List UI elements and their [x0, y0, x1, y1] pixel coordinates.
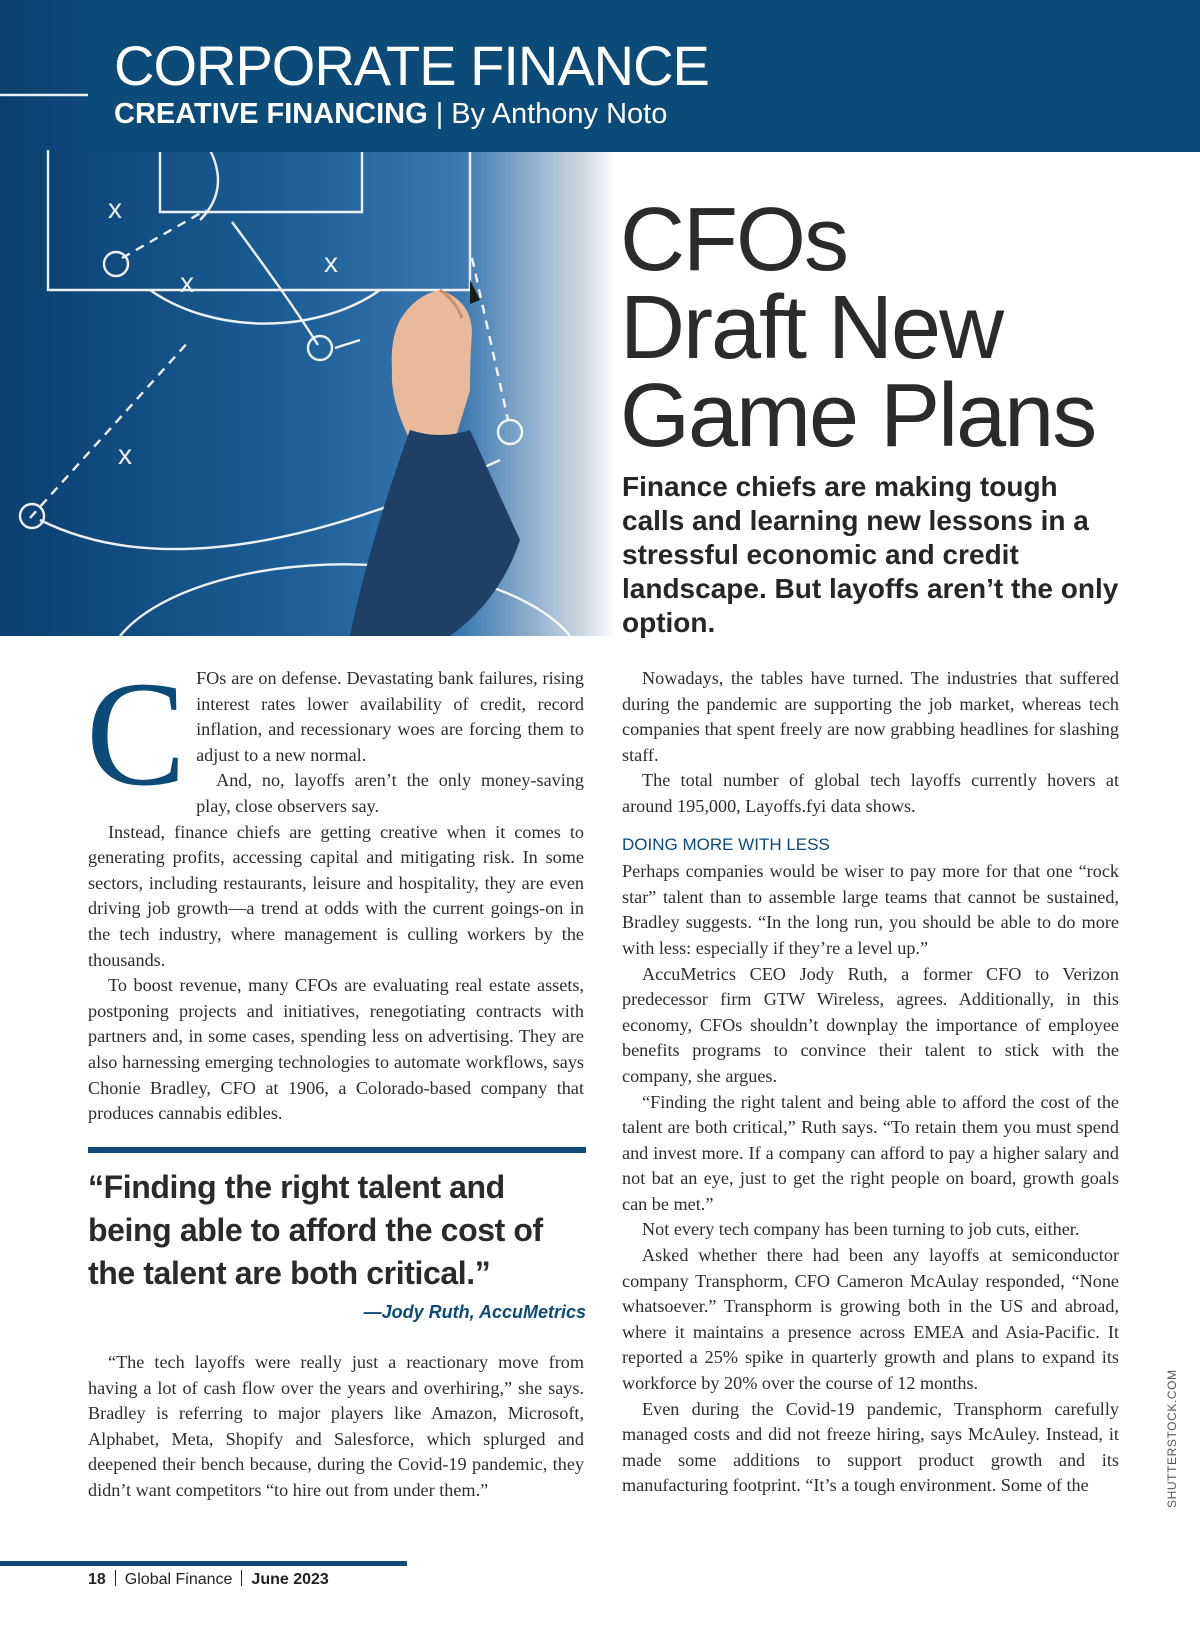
paragraph: FOs are on defense. Devastating bank failures, rising interest rates lower availability of credit, record inflation, and recessionary woes are forcing them to adjust to a new normal. — [196, 668, 584, 765]
footer-separator — [115, 1570, 116, 1586]
paragraph: Not every tech company has been turning to job cuts, either. — [642, 1219, 1080, 1240]
paragraph: To boost revenue, many CFOs are evaluating real estate assets, postponing projects and initiatives, renegotiating contracts with partners and, in some cases, spending less on advertising. They are also harnessing emerging technologies to automate workflows, says Chonie Bradley, CFO at 1906, a Colorado-based company that produces cannabis edibles. — [88, 975, 584, 1124]
deck: Finance chiefs are making tough calls and learning new lessons in a stressful economic and credit landscape. But layoffs aren’t the only option. — [622, 471, 1119, 638]
hand-drawing — [350, 280, 520, 636]
pull-quote: “Finding the right talent and being able to afford the cost of the talent are both critical.” — [88, 1169, 543, 1291]
player-x-mark: x — [180, 267, 194, 298]
paragraph: AccuMetrics CEO Jody Ruth, a former CFO to Verizon predecessor firm GTW Wireless, agrees. Additionally, in this economy, CFOs shouldn’t downplay the importance of employee benefits programs to convince their talent to stick with the company, she argues. — [622, 963, 1119, 1086]
headline-line: Draft New — [620, 278, 1003, 379]
headline — [620, 190, 1190, 467]
footer-rule — [0, 1561, 407, 1566]
player-x-mark: x — [118, 439, 132, 470]
page-footer — [88, 1570, 329, 1589]
drop-cap: C — [86, 651, 187, 817]
issue-date: June 2023 — [251, 1571, 329, 1588]
player-x-mark: x — [324, 247, 338, 278]
page-number: 18 — [88, 1571, 106, 1588]
paragraph: The total number of global tech layoffs currently hovers at around 195,000, Layoffs.fyi data shows. — [622, 770, 1119, 816]
paragraph: Even during the Covid-19 pandemic, Transphorm carefully managed costs and did not freeze hiring, says McAuley. Instead, it made some additions to support product growth and its manufacturing footprint. “It’s a tough environment. Some of the — [622, 1398, 1119, 1496]
headline-line: CFOs — [620, 190, 847, 290]
paragraph: Asked whether there had been any layoffs at semiconductor company Transphorm, CFO Cameron McAulay responded, “None whatsoever.” Transphorm is growing both in the US and abroad, where it maintains a presence across EMEA and Asia-Pacific. It reported a 25% spike in quarterly growth and plans to expand its workforce by 20% over the course of 12 months. — [622, 1245, 1119, 1394]
byline: By Anthony Noto — [451, 98, 668, 130]
headline-line: Game Plans — [620, 366, 1096, 467]
section-title: CORPORATE FINANCE — [114, 34, 709, 97]
article-column-left-continued — [88, 1350, 584, 1504]
pull-quote-attribution: —Jody Ruth, AccuMetrics — [363, 1302, 586, 1322]
paragraph: Nowadays, the tables have turned. The industries that suffered during the pandemic are supporting the job market, whereas tech companies that spent freely are now grabbing headlines for slashing staff. — [622, 668, 1119, 765]
section-subhead: DOING MORE WITH LESS — [622, 834, 830, 854]
department-label: CREATIVE FINANCING — [114, 98, 428, 130]
photo-credit-text: SHUTTERSTOCK.COM — [1165, 1369, 1179, 1508]
paragraph: And, no, layoffs aren’t the only money-saving play, close observers say. — [196, 770, 584, 816]
paragraph: “Finding the right talent and being able to afford the cost of the talent are both critical,” Ruth says. “To retain them you must spend and invest more. If a company can afford to pay a higher salary and not bat an eye, just to get the right people on board, growth goals can be met.” — [622, 1091, 1119, 1214]
department-byline — [114, 100, 667, 129]
byline-separator: | — [427, 98, 452, 130]
player-x-mark: x — [108, 193, 122, 224]
footer-separator — [241, 1570, 242, 1586]
pull-quote-rule — [88, 1147, 586, 1153]
paragraph: “The tech layoffs were really just a reactionary move from having a lot of cash flow over the years and overhiring,” she says. Bradley is referring to major players like Amazon, Microsoft, Alphabet, Meta, Shopify and Salesforce, which splurged and deepened their bench because, during the Covid-19 pandemic, they didn’t want competitors “to hire out from under them.” — [88, 1352, 584, 1500]
article-column-left — [86, 651, 584, 1127]
photo-credit — [1163, 1358, 1183, 1508]
article-column-right — [622, 666, 1119, 1499]
paragraph: Instead, finance chiefs are getting creative when it comes to generating profits, accessing capital and mitigating risk. In some sectors, including restaurants, leisure and hospitality, they are even driving job growth—a trend at odds with the current goings-on in the tech industry, where management is culling workers by the thousands. — [88, 821, 584, 970]
publication-name: Global Finance — [124, 1571, 233, 1588]
paragraph: Perhaps companies would be wiser to pay more for that one “rock star” talent than to assemble large teams that cannot be sustained, Bradley suggests. “In the long run, you should be able to do more with less: especially if they’re a level up.” — [622, 861, 1119, 958]
